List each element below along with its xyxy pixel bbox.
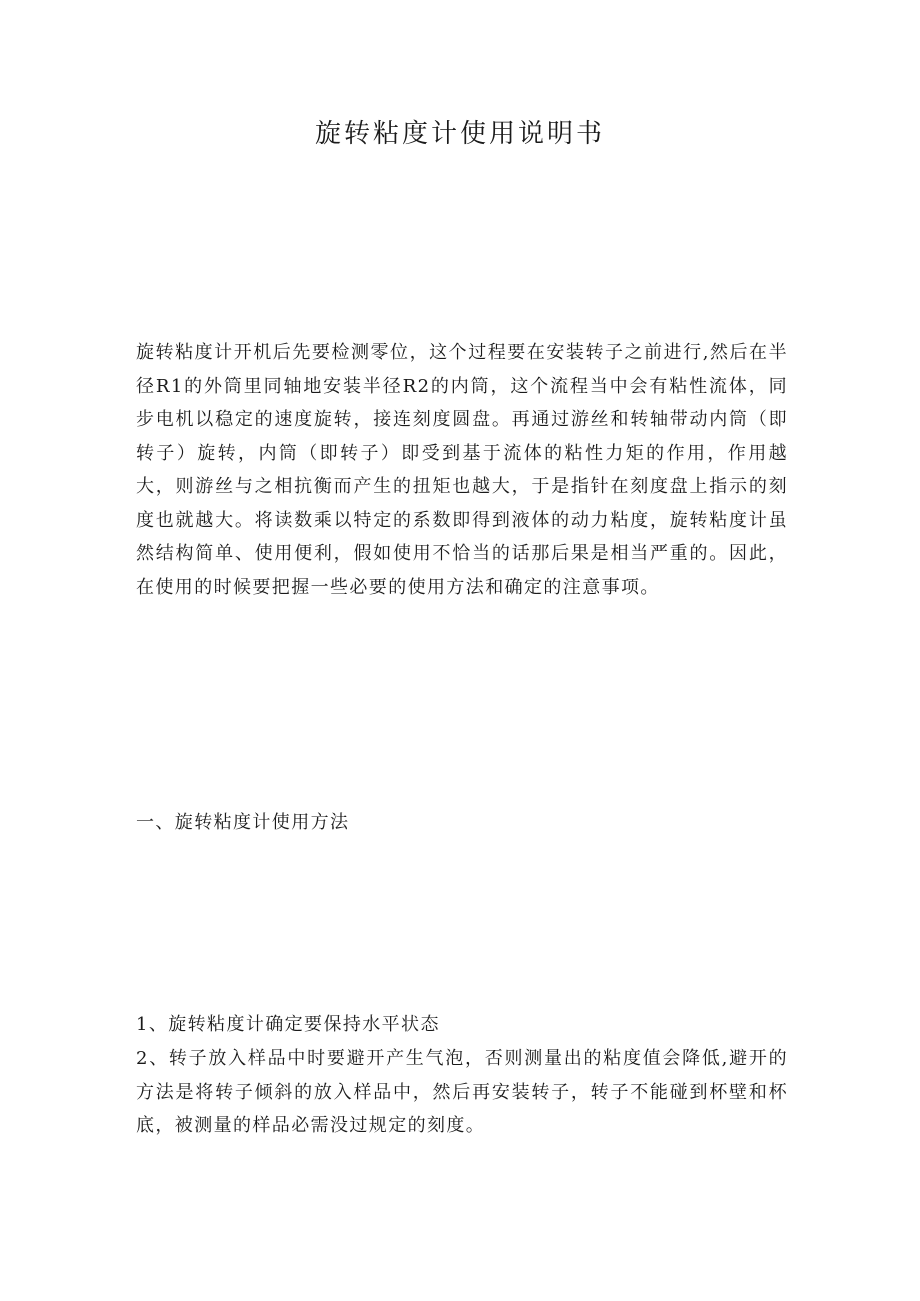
step-item-2: 2、转子放入样品中时要避开产生气泡，否则测量出的粘度值会降低,避开的方法是将转子倾斜的放入样品中，然后再安装转子，转子不能碰到杯壁和杯底，被测量的样品必需没过规定的刻度。 <box>136 1048 788 1136</box>
document-title: 旋转粘度计使用说明书 <box>314 119 605 149</box>
step-item-1: 1、旋转粘度计确定要保持水平状态 <box>136 1014 440 1035</box>
intro-paragraph: 旋转粘度计开机后先要检测零位，这个过程要在安装转子之前进行,然后在半径R1的外筒里同轴地安装半径R2的内筒，这个流程当中会有粘性流体，同步电机以稳定的速度旋转，接连刻度圆盘。再通过游丝和转轴带动内筒（即转子）旋转，内筒（即转子）即受到基于流体的粘性力矩的作用，作用越大，则游丝与之相抗衡而产生的扭矩也越大，于是指针在刻度盘上指示的刻度也就越大。将读数乘以特定的系数即得到液体的动力粘度，旋转粘度计虽然结构简单、使用便利，假如使用不恰当的话那后果是相当严重的。因此，在使用的时候要把握一些必要的使用方法和确定的注意事项。 <box>136 342 788 598</box>
section-heading: 一、旋转粘度计使用方法 <box>136 812 350 833</box>
